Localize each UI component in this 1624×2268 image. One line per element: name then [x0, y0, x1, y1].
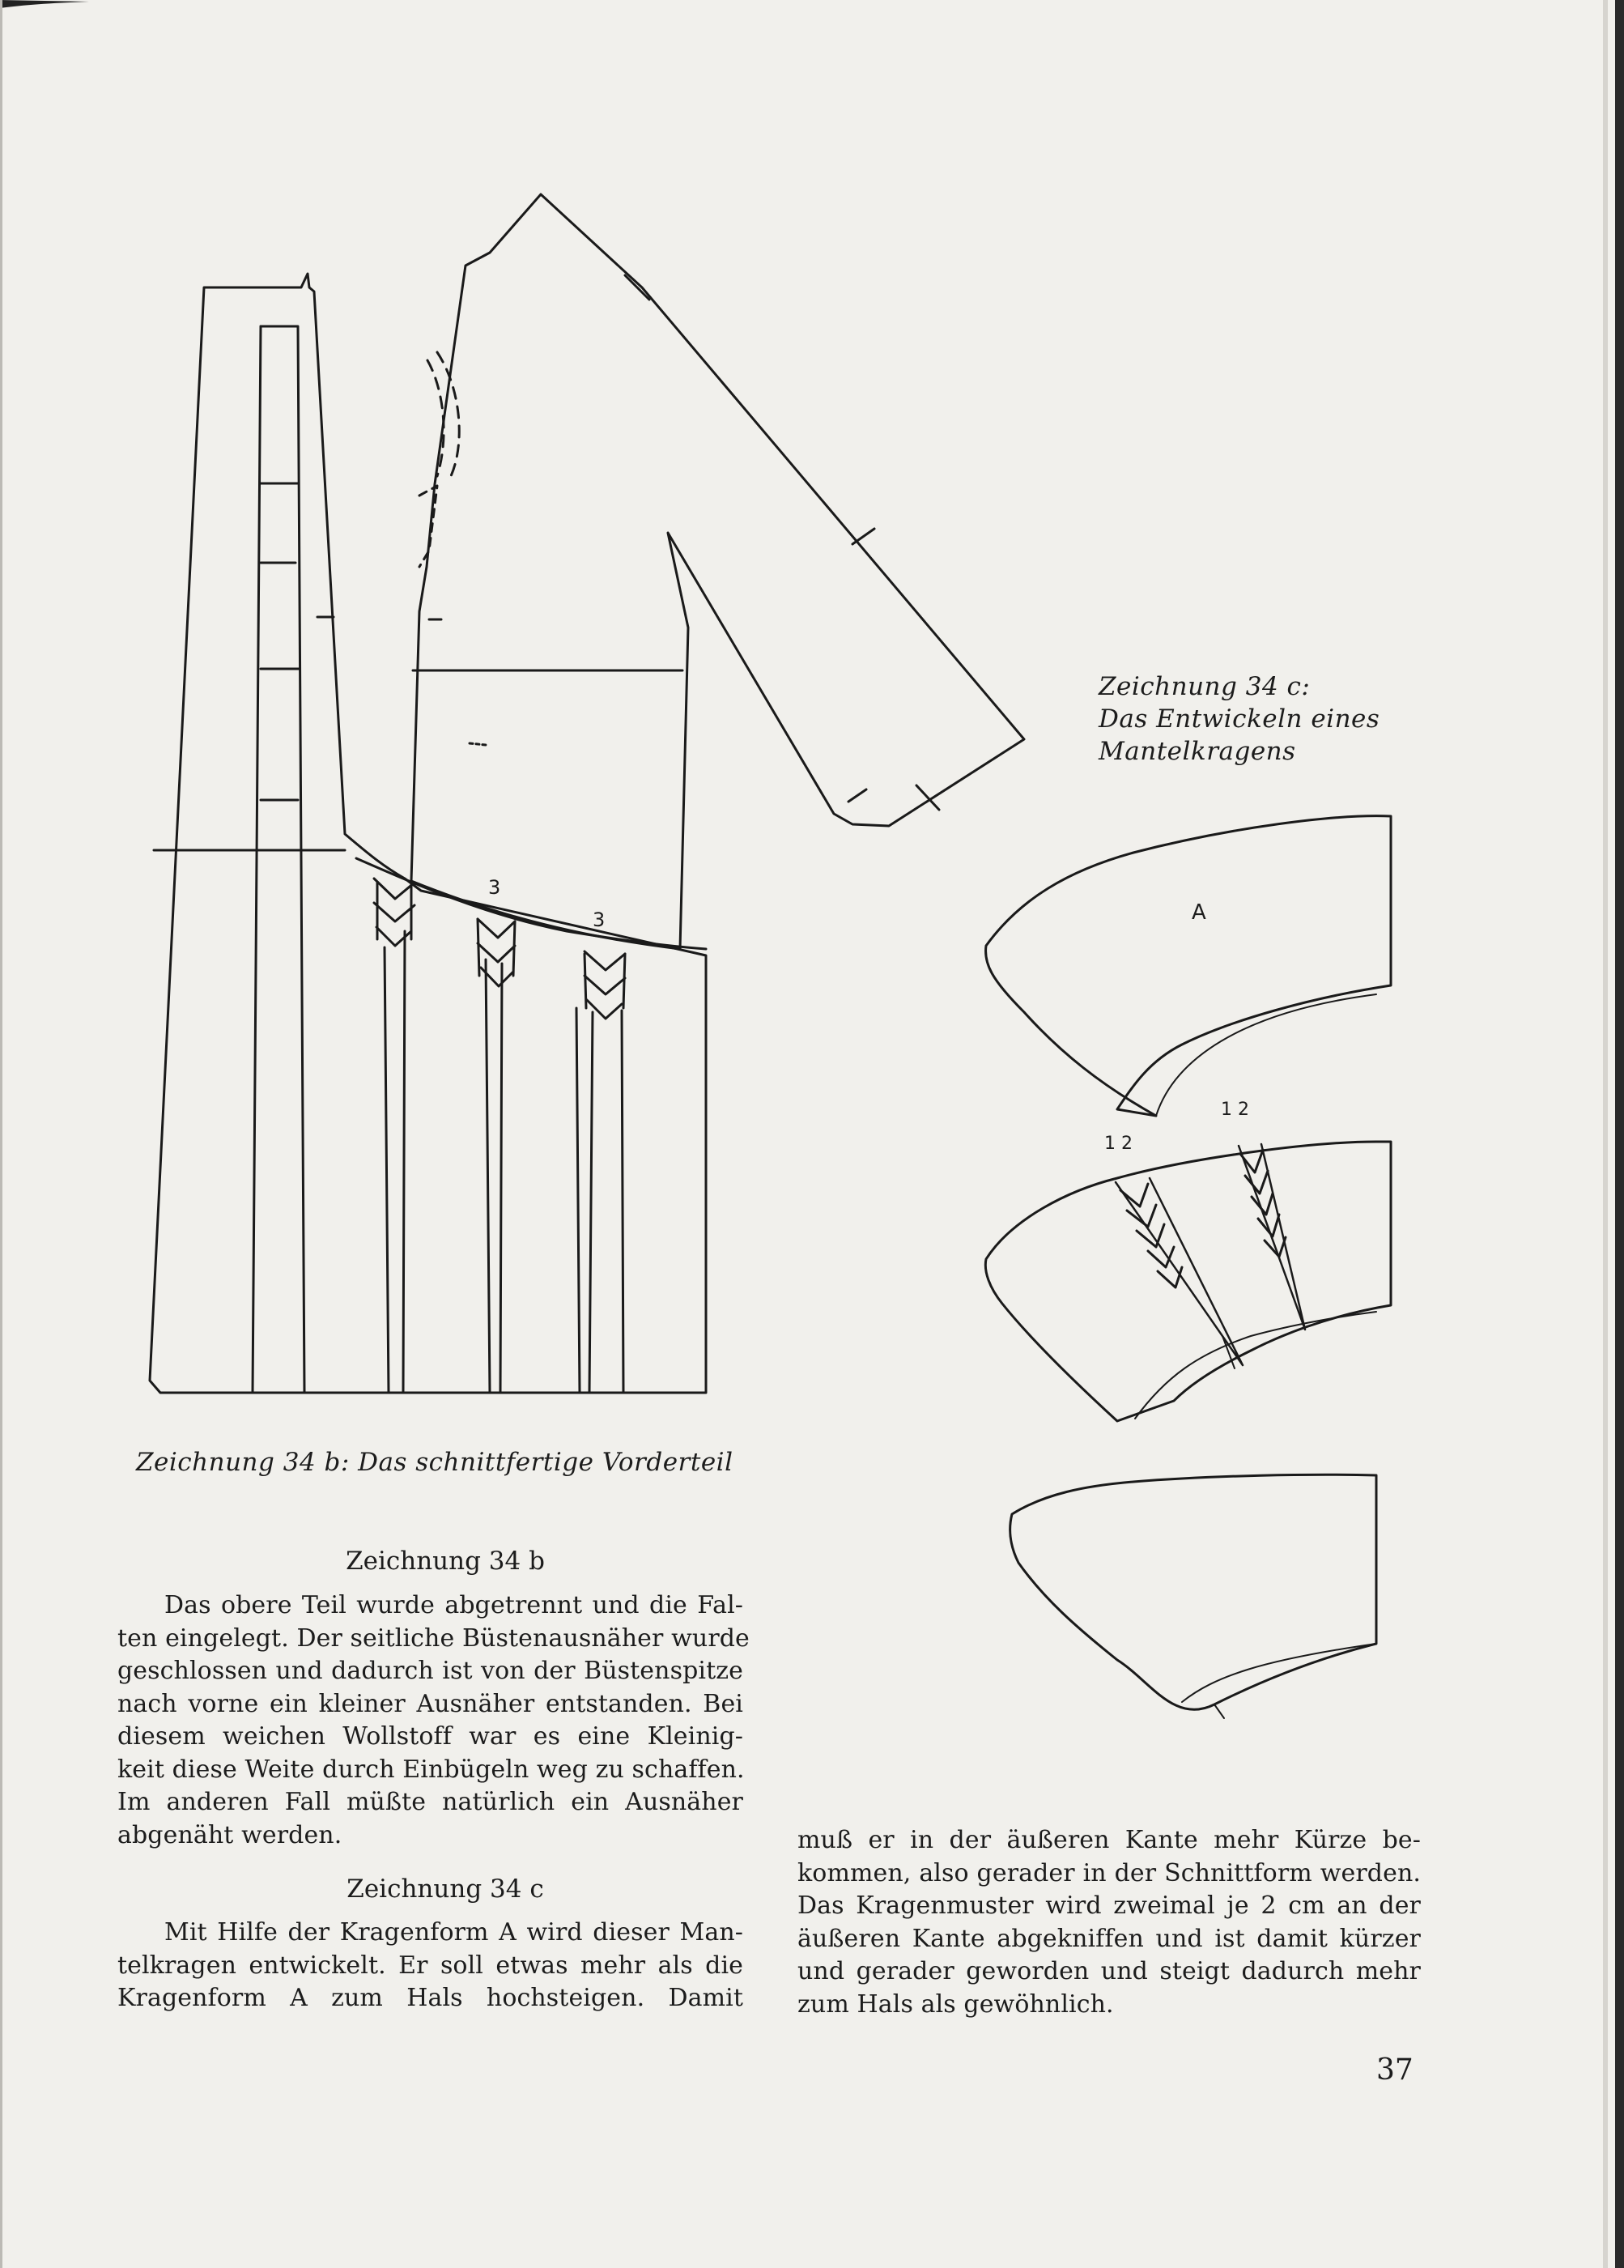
text-line: keit diese Weite durch Einbügeln weg zu schaffen.	[117, 1755, 745, 1784]
paragraph-34c	[117, 1917, 743, 2015]
dart-label-12-left: 1 2	[1104, 1134, 1133, 1154]
collar-result-pattern	[1010, 1474, 1376, 1718]
pleat-label-3-left: 3	[488, 876, 501, 899]
text-line: geschlossen und dadurch ist von der Büstenspitze	[117, 1657, 743, 1685]
caption-figure-34b: Zeichnung 34 b: Das schnittfertige Vorderteil	[136, 1448, 733, 1477]
text-line: diesem weichen Wollstoff war es eine Kleinig-	[117, 1722, 743, 1751]
text-line: Im anderen Fall müßte natürlich ein Ausnäher	[117, 1788, 743, 1816]
front-bodice-pattern	[150, 194, 1024, 1393]
text-line: Kragenform A zum Hals hochsteigen. Damit	[117, 1984, 743, 2012]
text-line: ten eingelegt. Der seitliche Büstenausnäher wurde	[117, 1623, 750, 1653]
page-number: 37	[1376, 2053, 1414, 2087]
collar-a-pattern	[986, 816, 1391, 1116]
text-line: Das obere Teil wurde abgetrennt und die Fal-	[164, 1591, 743, 1619]
text-line: Mit Hilfe der Kragenform A wird dieser Man-	[164, 1918, 743, 1947]
collar-label-a: A	[1192, 900, 1206, 925]
text-line: telkragen entwickelt. Er soll etwas mehr als die	[117, 1951, 743, 1980]
text-line: abgenäht werden.	[117, 1820, 342, 1849]
caption-34c-line3: Mantelkragens	[1099, 737, 1296, 766]
paragraph-34b	[117, 1589, 750, 1852]
text-line: äußeren Kante abgekniffen und ist damit kürzer	[797, 1924, 1421, 1953]
text-line: kommen, also gerader in der Schnittform werden.	[797, 1858, 1421, 1887]
pleat-label-3-right: 3	[593, 908, 606, 931]
caption-34c-line1: Zeichnung 34 c:	[1099, 672, 1311, 701]
caption-figure-34c	[1099, 670, 1380, 768]
dart-label-12-right: 1 2	[1221, 1100, 1249, 1120]
heading-34b: Zeichnung 34 b	[346, 1547, 545, 1576]
paragraph-34c-continued	[797, 1824, 1421, 2021]
caption-34c-line2: Das Entwickeln eines	[1099, 704, 1380, 734]
text-line: und gerader geworden und steigt dadurch mehr	[797, 1957, 1421, 1985]
collar-darts-pattern	[985, 1142, 1391, 1421]
heading-34c: Zeichnung 34 c	[346, 1874, 544, 1904]
text-line: zum Hals als gewöhnlich.	[797, 1989, 1114, 2019]
text-line: Das Kragenmuster wird zweimal je 2 cm an der	[797, 1891, 1421, 1920]
text-line: muß er in der äußeren Kante mehr Kürze be-	[797, 1826, 1421, 1854]
text-line: nach vorne ein kleiner Ausnäher entstanden. Bei	[117, 1689, 743, 1718]
